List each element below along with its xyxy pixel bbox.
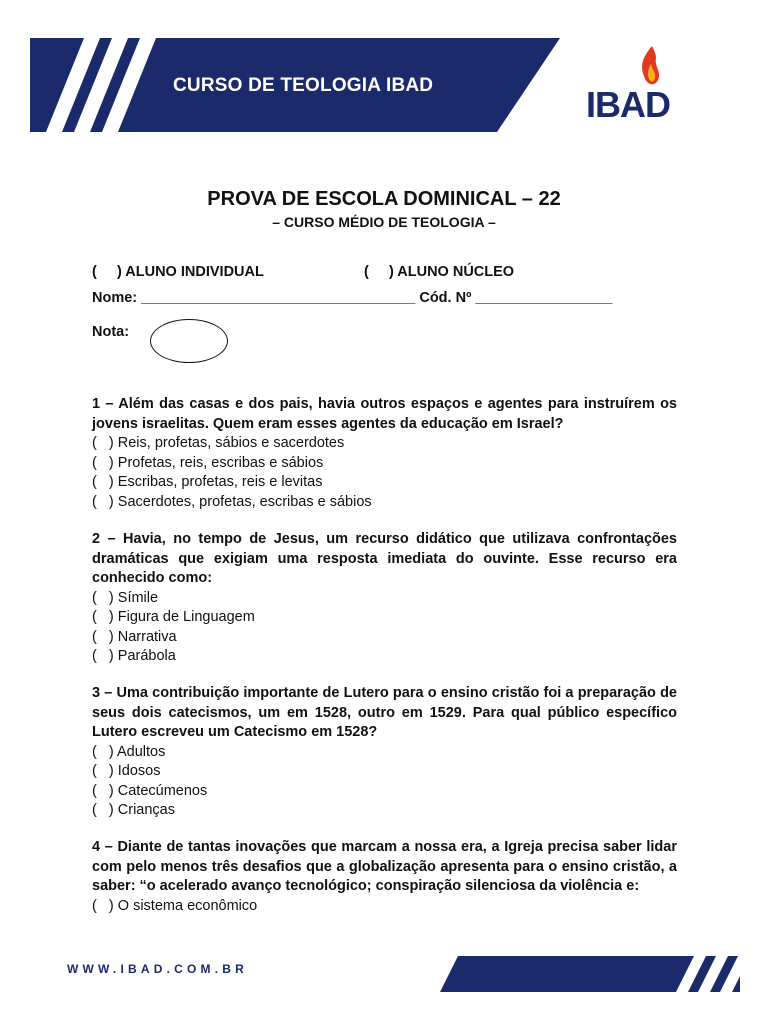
option-item[interactable]: ( ) Profetas, reis, escribas e sábios [92,454,324,471]
option-item[interactable]: ( ) Parábola [92,648,176,664]
option-item[interactable]: ( ) Figura de Linguagem [92,609,255,625]
option-item[interactable]: ( ) Escribas, profetas, reis e levitas [92,474,323,490]
footer-url: WWW.IBAD.COM.BR [67,962,248,976]
question-1 [92,395,677,512]
question-text: 1 – Além das casas e dos pais, havia outros espaços e agentes para instruírem os jovens israelitas. Quem eram esses agentes da educação em Israel? [92,396,677,432]
name-code-field[interactable]: Nome: __________________________________ Cód. Nº _________________ [92,290,613,306]
question-text: 4 – Diante de tantas inovações que marcam a nossa era, a Igreja precisa saber lidar com pelo menos três desafios que a globalização apresenta para o ensino cristão, a saber: “o acelerado avanço tecnológico; conspiração silenciosa da violência e: [92,839,677,894]
question-4 [92,838,677,916]
checkbox-aluno-nucleo[interactable]: ( ) ALUNO NÚCLEO [364,264,515,280]
course-title: CURSO DE TEOLOGIA IBAD [173,75,434,96]
footer-banner [0,950,768,992]
option-item[interactable]: ( ) Adultos [92,743,166,760]
option-item[interactable]: ( ) Narrativa [92,628,177,645]
exam-title: PROVA DE ESCOLA DOMINICAL – 22 [207,188,561,210]
option-item[interactable]: ( ) Catecúmenos [92,782,208,799]
question-2 [92,530,677,667]
question-text: 3 – Uma contribuição importante de Lutero para o ensino cristão foi a preparação de seus dois catecismos, um em 1528, outro em 1529. Para qual público específico Lutero escreveu um Catecismo em 1528? [92,685,677,740]
question-3 [92,684,677,821]
ibad-logo-text: IBAD [586,84,670,125]
option-item[interactable]: ( ) Reis, profetas, sábios e sacerdotes [92,435,345,451]
nota-label: Nota: [92,324,130,340]
nota-oval-field[interactable] [150,319,228,363]
checkbox-aluno-individual[interactable]: ( ) ALUNO INDIVIDUAL [92,264,264,280]
exam-subtitle: – CURSO MÉDIO DE TEOLOGIA – [272,214,496,230]
option-item[interactable]: ( ) Símile [92,589,159,606]
option-item[interactable]: ( ) Crianças [92,802,175,818]
option-item[interactable]: ( ) O sistema econômico [92,897,258,914]
question-text: 2 – Havia, no tempo de Jesus, um recurso didático que utilizava confrontações dramáticas que exigiam uma resposta imediata do ouvinte. Esse recurso era conhecido como: [92,531,677,586]
option-item[interactable]: ( ) Sacerdotes, profetas, escribas e sábios [92,493,372,510]
option-item[interactable]: ( ) Idosos [92,763,161,779]
